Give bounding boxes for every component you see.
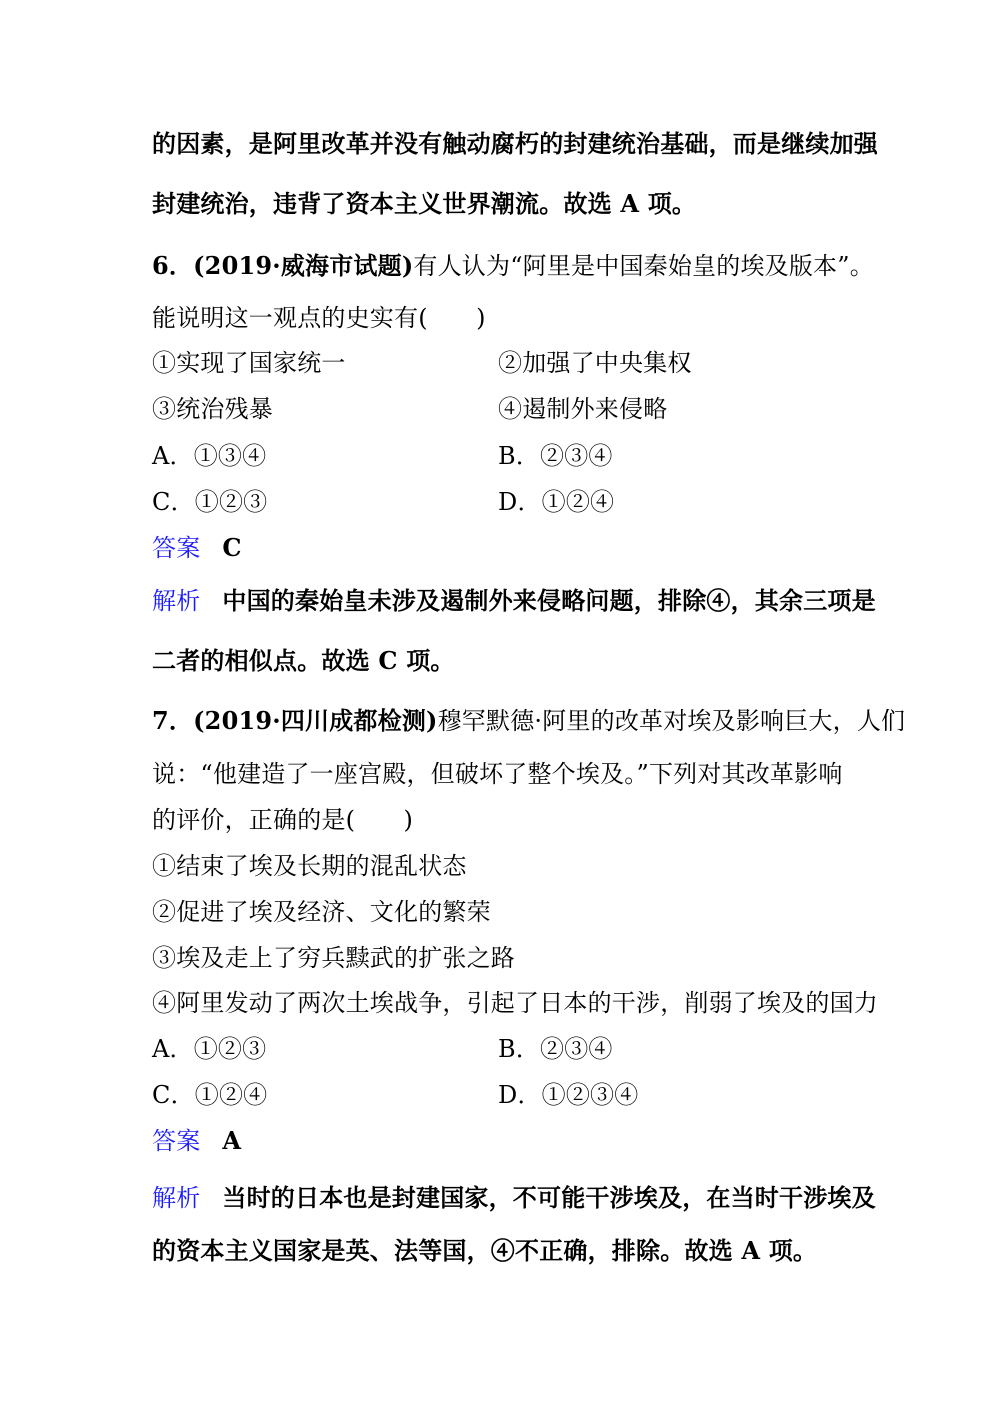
q6-item-4: ④遏制外来侵略 xyxy=(498,395,668,423)
q7-stem-text: 穆罕默德·阿里的改革对埃及影响巨大，人们 xyxy=(437,707,906,735)
q7-item-3: ③埃及走上了穷兵黩武的扩张之路 xyxy=(152,944,515,972)
q6-option-a: A．①③④ xyxy=(152,442,267,470)
q6-stem-line-1 xyxy=(152,250,874,282)
q6-analysis-label: 解析 xyxy=(152,587,201,615)
q6-analysis-line-2: 二者的相似点。故选 C 项。 xyxy=(152,646,455,675)
q7-option-a: A．①②③ xyxy=(152,1035,267,1063)
q6-option-d: D．①②④ xyxy=(498,488,615,516)
prev-analysis-line-1: 的因素，是阿里改革并没有触动腐朽的封建统治基础，而是继续加强 xyxy=(152,129,878,158)
q7-item-1: ①结束了埃及长期的混乱状态 xyxy=(152,852,467,880)
q7-number: 7． xyxy=(152,706,194,735)
q7-option-d: D．①②③④ xyxy=(498,1081,639,1109)
q7-stem-line-1 xyxy=(152,705,905,737)
q7-stem-line-2: 说：“他建造了一座宫殿，但破坏了整个埃及。”下列对其改革影响 xyxy=(152,760,843,788)
prev-analysis-line-2: 封建统治，违背了资本主义世界潮流。故选 A 项。 xyxy=(152,189,697,218)
q7-analysis-line-2: 的资本主义国家是英、法等国，④不正确，排除。故选 A 项。 xyxy=(152,1236,818,1265)
q7-stem-line-3: 的评价，正确的是( ) xyxy=(152,806,414,834)
q6-source-name: 威海市试题 xyxy=(280,251,402,280)
q7-item-2: ②促进了埃及经济、文化的繁荣 xyxy=(152,898,491,926)
q6-source-open: (2019· xyxy=(193,251,281,280)
q6-stem-text: 有人认为“阿里是中国秦始皇的埃及版本”。 xyxy=(413,252,874,280)
q6-answer-value: C xyxy=(222,533,242,562)
q7-source-name: 四川成都检测 xyxy=(280,706,427,735)
q7-analysis-label: 解析 xyxy=(152,1184,201,1212)
q6-item-3: ③统治残暴 xyxy=(152,395,273,423)
q7-answer-label: 答案 xyxy=(152,1127,201,1155)
q7-source-close: ) xyxy=(426,706,438,735)
q7-source-open: (2019· xyxy=(193,706,281,735)
q7-option-c: C．①②④ xyxy=(152,1081,268,1109)
q7-analysis-line-1 xyxy=(152,1182,876,1214)
q7-answer xyxy=(152,1125,241,1157)
q7-item-4: ④阿里发动了两次土埃战争，引起了日本的干涉，削弱了埃及的国力 xyxy=(152,989,878,1017)
q6-item-2: ②加强了中央集权 xyxy=(498,349,692,377)
q6-analysis-line-1 xyxy=(152,585,876,617)
q7-answer-value: A xyxy=(222,1126,242,1155)
q6-source-close: ) xyxy=(401,251,414,280)
q6-number: 6． xyxy=(152,251,194,280)
q6-option-c: C．①②③ xyxy=(152,488,268,516)
q6-item-1: ①实现了国家统一 xyxy=(152,349,346,377)
q7-option-b: B．②③④ xyxy=(498,1035,613,1063)
q6-stem-line-2: 能说明这一观点的史实有( ) xyxy=(152,304,486,332)
q7-analysis-text: 当时的日本也是封建国家，不可能干涉埃及，在当时干涉埃及 xyxy=(222,1183,876,1212)
q6-option-b: B．②③④ xyxy=(498,442,613,470)
q6-answer-label: 答案 xyxy=(152,534,201,562)
q6-answer xyxy=(152,532,242,564)
q6-analysis-text: 中国的秦始皇未涉及遏制外来侵略问题，排除④，其余三项是 xyxy=(222,586,876,615)
